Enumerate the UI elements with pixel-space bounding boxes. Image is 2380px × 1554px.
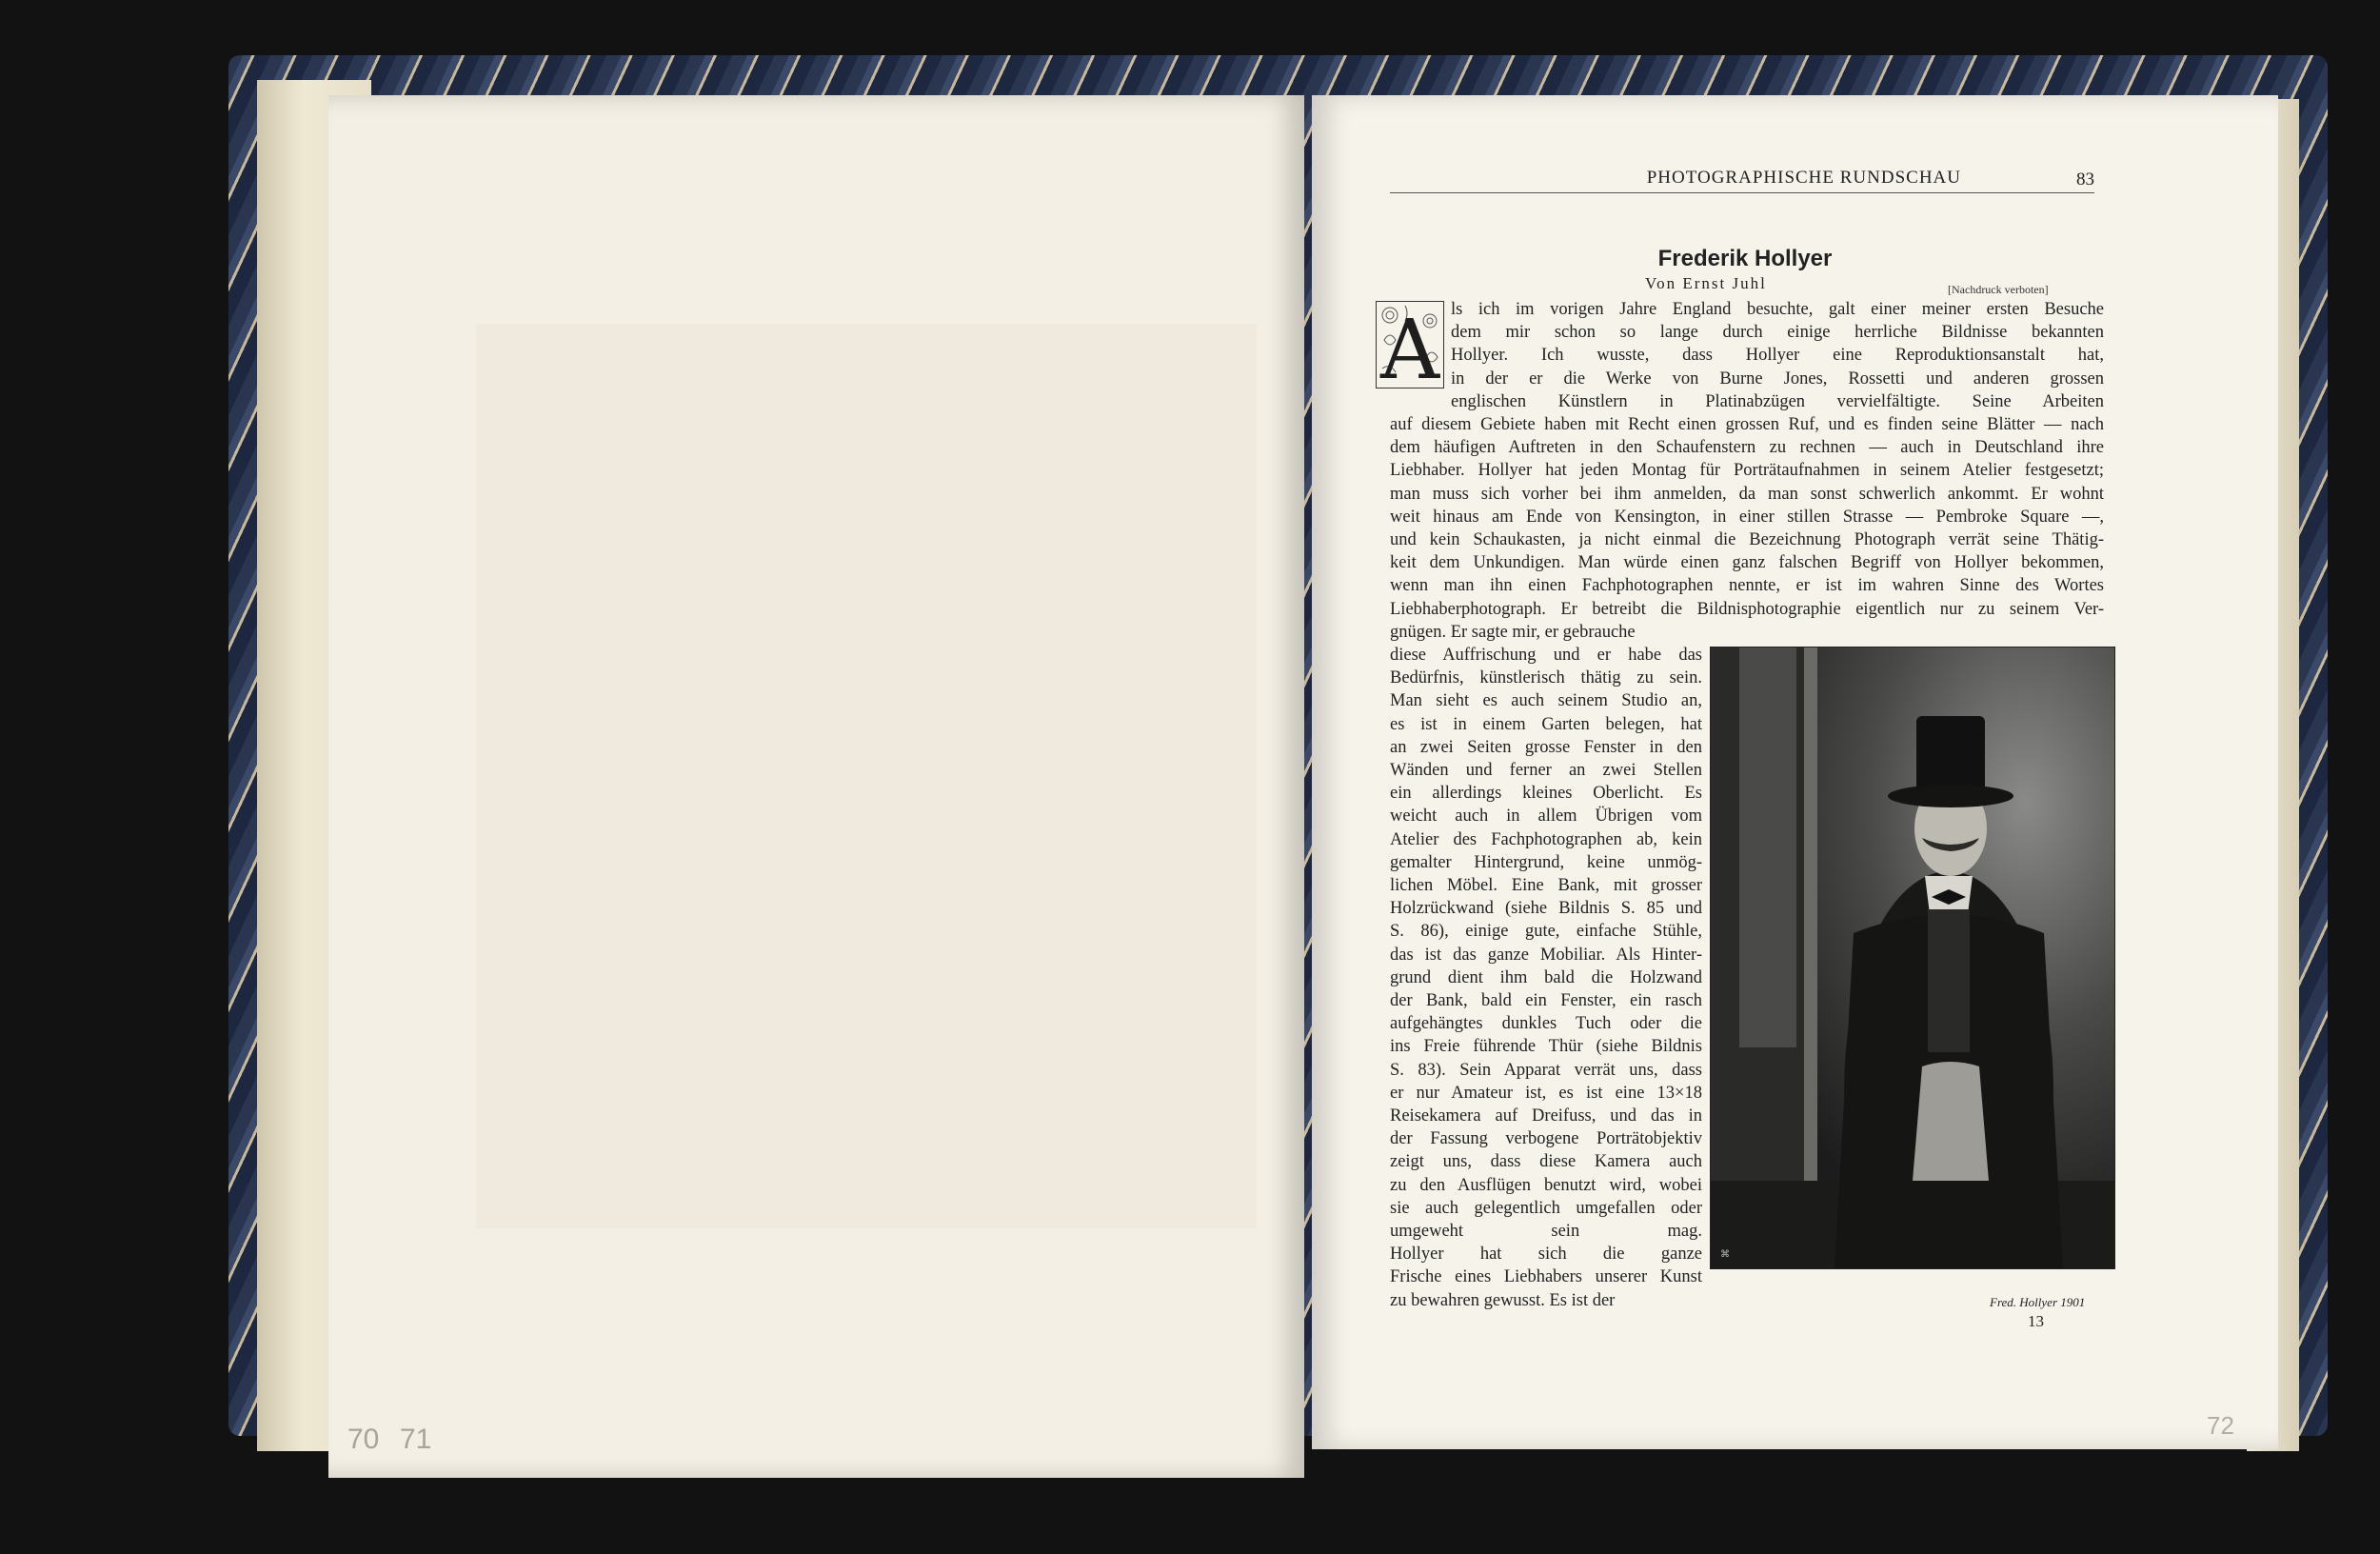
text-line: zu den Ausflügen benutzt wird, wobei [1390, 1175, 1702, 1195]
text-line: aufgehängtes dunkles Tuch oder die [1390, 1014, 1702, 1034]
text-line: diese Auffrischung und er habe das [1390, 646, 1702, 665]
byline: Von Ernst Juhl [1645, 274, 1767, 292]
show-through-plate [476, 324, 1257, 1228]
text-line: und kein Schaukasten, ja nicht einmal die Bezeichnung Photograph verrät seine Thätig- [1390, 530, 2104, 550]
page-number: 83 [2076, 169, 2094, 189]
svg-text:A: A [1379, 303, 1440, 388]
text-line: wenn man ihn einen Fachphotographen nennte, er ist im wahren Sinne des Wortes [1390, 576, 2104, 596]
column-lines [1390, 644, 1702, 1312]
left-page [328, 95, 1304, 1478]
decorated-initial [1376, 301, 1444, 388]
text-line: auf diesem Gebiete haben mit Recht einen grossen Ruf, und es finden seine Blätter — nach [1390, 415, 2104, 434]
text-line: Liebhaber. Hollyer hat jeden Montag für Porträtaufnahmen in seinem Atelier festgesetzt; [1390, 461, 2104, 481]
text-line: dem mir schon so lange durch einige herrliche Bildnisse bekannten [1451, 323, 2104, 343]
text-line: weit hinaus am Ende von Kensington, in einer stillen Strasse — Pembroke Square —, [1390, 507, 2104, 527]
text-line: Hollyer hat sich die ganze [1390, 1245, 1702, 1265]
text-line: englischen Künstlern in Platinabzügen vervielfältigte. Seine Arbeiten [1451, 391, 2104, 411]
text-line: umgeweht sein mag. [1390, 1222, 1702, 1242]
text-line: sie auch gelegentlich umgefallen oder [1390, 1198, 1702, 1218]
text-line: ein allerdings kleines Oberlicht. Es [1390, 784, 1702, 804]
text-line: Bedürfnis, künstlerisch thätig zu sein. [1390, 668, 1702, 688]
text-line: in der er die Werke von Burne Jones, Rossetti und anderen grossen [1451, 369, 2104, 388]
text-line: er nur Amateur ist, es ist eine 13×18 [1390, 1083, 1702, 1103]
text-line: das ist das ganze Mobiliar. Als Hinter- [1390, 945, 1702, 965]
photo-caption: Fred. Hollyer 1901 [1990, 1295, 2086, 1309]
pencil-folio-70: 70 [347, 1424, 380, 1455]
text-line: dem häufigen Auftreten in den Schaufenstern zu rechnen — auch in Deutschland ihre [1390, 438, 2104, 458]
journal-title: PHOTOGRAPHISCHE RUNDSCHAU [1646, 168, 1961, 188]
text-line: S. 86), einige gute, einfache Stühle, [1390, 922, 1702, 942]
text-line: Reisekamera auf Dreifuss, und das in [1390, 1106, 1702, 1126]
right-page [1312, 95, 2278, 1449]
text-line: an zwei Seiten grosse Fenster in den [1390, 737, 1702, 757]
text-line: keit dem Unkundigen. Man würde einen ganz falschen Begriff von Hollyer bekommen, [1390, 553, 2104, 573]
text-line: es ist in einem Garten belegen, hat [1390, 714, 1702, 734]
bridge-line: gnügen. Er sagte mir, er gebrauche [1390, 623, 1636, 642]
pencil-folio-71: 71 [400, 1424, 432, 1455]
text-line: der Fassung verbogene Porträtobjektiv [1390, 1129, 1702, 1149]
plate-number: 13 [2028, 1312, 2044, 1330]
text-line: ls ich im vorigen Jahre England besuchte, galt einer meiner ersten Besuche [1451, 300, 2104, 319]
text-line: weicht auch in allem Übrigen vom [1390, 807, 1702, 827]
text-line: man muss sich vorher bei ihm anmelden, da man sonst schwerlich ankommt. Er wohnt [1390, 484, 2104, 504]
text-line: Wänden und ferner an zwei Stellen [1390, 761, 1702, 781]
text-line: Holzrückwand (siehe Bildnis S. 85 und [1390, 899, 1702, 919]
article-title: Frederik Hollyer [1657, 246, 1833, 271]
text-line: zeigt uns, dass diese Kamera auch [1390, 1152, 1702, 1172]
text-line: lichen Möbel. Eine Bank, mit grosser [1390, 876, 1702, 896]
pencil-folio-72: 72 [2207, 1411, 2234, 1440]
text-line: Atelier des Fachphotographen ab, kein [1390, 829, 1702, 849]
text-line: S. 83). Sein Apparat verrät uns, dass [1390, 1060, 1702, 1080]
full-width-lines [1390, 413, 2104, 621]
intro-lines [1451, 298, 2104, 413]
text-line: der Bank, bald ein Fenster, ein rasch [1390, 991, 1702, 1011]
text-line: zu bewahren gewusst. Es ist der [1390, 1290, 1616, 1310]
svg-text:⌘: ⌘ [1720, 1249, 1730, 1260]
portrait-photograph [1710, 647, 2115, 1269]
text-line: Hollyer. Ich wusste, dass Hollyer eine Reproduktionsanstalt hat, [1451, 346, 2104, 366]
text-line: Liebhaberphotograph. Er betreibt die Bildnisphotographie eigentlich nur zu seinem Ver- [1390, 599, 2104, 619]
running-head [1390, 168, 2094, 193]
portrait-figure [1711, 648, 2114, 1268]
text-line: ins Freie führende Thür (siehe Bildnis [1390, 1037, 1702, 1057]
text-line: Man sieht es auch seinem Studio an, [1390, 691, 1702, 711]
text-line: Frische eines Liebhabers unserer Kunst [1390, 1267, 1702, 1287]
floral-initial-icon [1377, 302, 1443, 388]
text-line: gemalter Hintergrund, keine unmög- [1390, 852, 1702, 872]
reprint-notice: [Nachdruck verboten] [1948, 283, 2049, 296]
text-line: grund dient ihm bald die Holzwand [1390, 967, 1702, 987]
